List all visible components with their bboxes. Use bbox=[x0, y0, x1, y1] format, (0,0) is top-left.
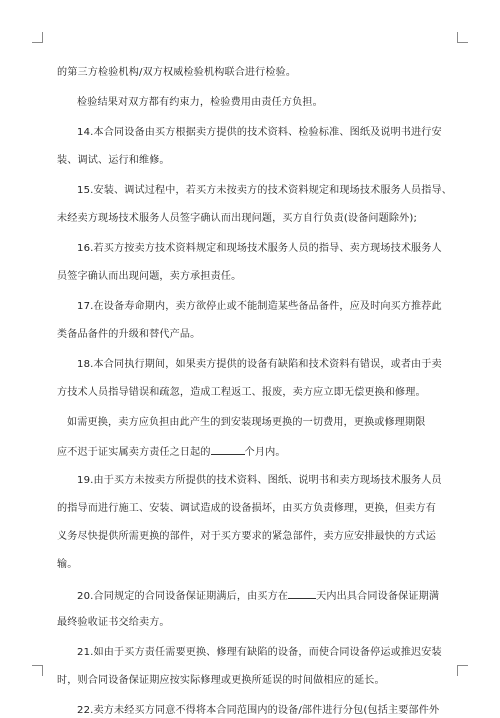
text-line: 员签字确认而出现问题，卖方承担责任。 bbox=[57, 271, 242, 282]
clause-16-line: 16.若买方按卖方技术资料规定和现场技术服务人员的指导、卖方现场技术服务人 bbox=[77, 243, 442, 254]
text-segment: 应不迟于证实属卖方责任之日起的 bbox=[57, 447, 211, 458]
clause-17-line: 17.在设备寿命期内，卖方欲停止或不能制造某些备品备件，应及时向买方推荐此 bbox=[77, 301, 442, 312]
text-line: 未经卖方现场技术服务人员签字确认而出现问题，买方自行负责(设备问题除外); bbox=[57, 213, 418, 224]
clause-21-line: 21.如由于买方责任需要更换、修理有缺陷的设备，而使合同设备停运或推迟安装 bbox=[77, 647, 442, 658]
text-line: 的指导而进行施工、安装、调试造成的设备损坏，由买方负责修理，更换，但卖方有 bbox=[57, 503, 437, 514]
clause-22-line: 22.卖方未经买方同意不得将本合同范围内的设备/部件进行分包(包括主要部件外 bbox=[77, 705, 440, 716]
clause-18-line: 18.本合同执行期间，如果卖方提供的设备有缺陷和技术资料有错误，或者由于卖 bbox=[77, 359, 442, 370]
text-line: 的第三方检验机构/双方权威检验机构联合进行检验。 bbox=[57, 67, 297, 78]
clause-19-line: 19.由于买方未按卖方所提供的技术资料、图纸、说明书和卖方现场技术服务人员 bbox=[77, 475, 442, 486]
text-line: 如需更换，卖方应负担由此产生的到安装现场更换的一切费用，更换或修理期限 bbox=[67, 417, 426, 428]
text-line: 输。 bbox=[57, 559, 78, 570]
text-segment: 天内出具合同设备保证期满 bbox=[316, 591, 440, 602]
text-line: 时，则合同设备保证期应按实际修理或更换所延误的时间做相应的延长。 bbox=[57, 675, 385, 686]
text-line: 类备品备件的升级和替代产品。 bbox=[57, 329, 201, 340]
clause-14-line: 14.本合同设备由买方根据卖方提供的技术资料、检验标准、图纸及说明书进行安 bbox=[77, 127, 442, 138]
text-segment: 20.合同规定的合同设备保证期满后，由买方在 bbox=[77, 591, 289, 602]
fill-in-blank bbox=[288, 588, 316, 599]
text-segment: 个月内。 bbox=[244, 447, 286, 458]
text-line: 检验结果对双方都有约束力，检验费用由责任方负担。 bbox=[77, 97, 323, 108]
text-line: 方技术人员指导错误和疏忽，造成工程返工、报废，卖方应立即无偿更换和修理。 bbox=[57, 387, 426, 398]
text-line bbox=[57, 444, 286, 460]
clause-20-line bbox=[77, 588, 439, 604]
text-line: 最终验收证书交给卖方。 bbox=[57, 617, 170, 628]
fill-in-blank bbox=[211, 444, 245, 455]
text-line: 装、调试、运行和维修。 bbox=[57, 155, 170, 166]
text-line: 义务尽快提供所需更换的部件，对于买方要求的紧急部件，卖方应安排最快的方式运 bbox=[57, 531, 437, 542]
clause-15-line: 15.安装、调试过程中，若买方未按卖方的技术资料规定和现场技术服务人员指导、 bbox=[77, 185, 453, 196]
